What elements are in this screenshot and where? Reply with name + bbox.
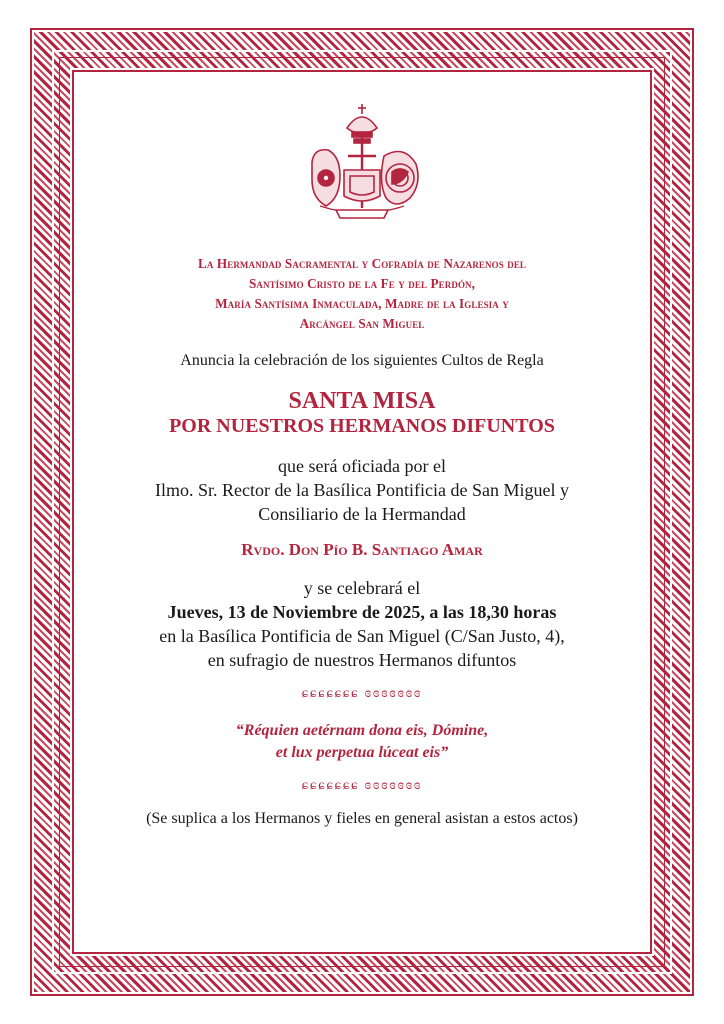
attendance-note: (Se suplica a los Hermanos y fieles en general asistan a estos actos)	[146, 810, 578, 827]
celebration-date: Jueves, 13 de Noviembre de 2025, a las 18,30 horas	[167, 602, 557, 622]
announcement-content	[90, 98, 634, 828]
celebration-block	[90, 576, 634, 672]
officiant-line-3: Consiliario de la Hermandad	[258, 504, 466, 524]
latin-line-1: “Réquien aetérnam dona eis, Dómine,	[235, 722, 489, 739]
title-line-1: SANTA MISA	[288, 388, 436, 414]
brotherhood-crest-icon	[292, 98, 432, 232]
officiant-line-1: que será oficiada por el	[278, 456, 446, 476]
latin-quote	[90, 720, 634, 764]
officiant-line-2: Ilmo. Sr. Rector de la Basílica Pontificia de San Miguel y	[155, 480, 569, 500]
brotherhood-name	[90, 254, 634, 334]
flourish-divider-1: ɕɕɕɕɕɕɕ ɞɞɞɞɞɞɞ	[301, 686, 423, 701]
celebration-place: en la Basílica Pontificia de San Miguel (C/San Justo, 4),	[159, 626, 565, 646]
brotherhood-line-2: Santísimo Cristo de la Fe y del Perdón,	[248, 276, 476, 291]
priest-name: Rvdo. Don Pío B. Santiago Amar	[241, 540, 483, 559]
flourish-divider-2: ɕɕɕɕɕɕɕ ɞɞɞɞɞɞɞ	[301, 778, 423, 793]
title-line-2: POR NUESTROS HERMANOS DIFUNTOS	[169, 415, 555, 437]
announcement-text: Anuncia la celebración de los siguientes Cultos de Regla	[180, 352, 544, 369]
brotherhood-line-4: Arcángel San Miguel	[299, 316, 425, 331]
brotherhood-line-3: María Santísima Inmaculada, Madre de la Iglesia y	[215, 296, 509, 311]
brotherhood-line-1: La Hermandad Sacramental y Cofradía de Nazarenos del	[197, 256, 527, 271]
celebration-purpose: en sufragio de nuestros Hermanos difuntos	[207, 650, 517, 670]
celebration-intro: y se celebrará el	[303, 578, 421, 598]
officiant-block	[90, 454, 634, 526]
latin-line-2: et lux perpetua lúceat eis”	[275, 744, 449, 761]
